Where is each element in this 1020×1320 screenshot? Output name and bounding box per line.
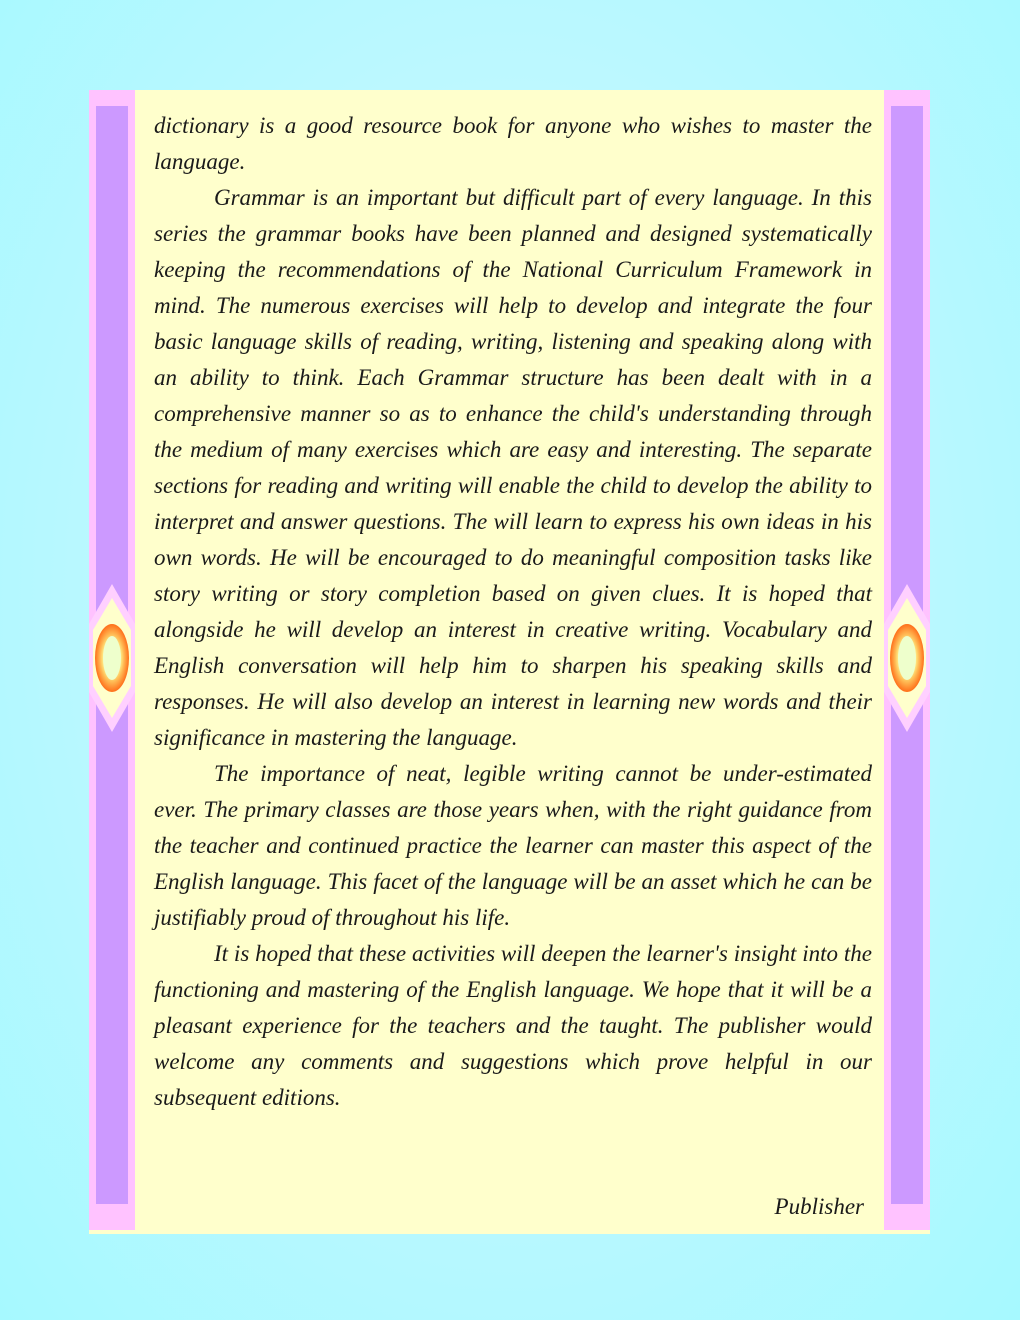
left-border <box>89 90 135 1230</box>
paragraph-writing: The importance of neat, legible writing cannot be under-estimated ever. The primary classes are those years when, with the right guidance from the teacher and continued practice the learner can master this aspect of the English language. This facet of the language will be an asset which he can be justifiably proud of throughout his life. <box>154 761 872 930</box>
signature: Publisher <box>774 1194 864 1219</box>
right-border <box>884 90 930 1230</box>
paragraph-continuation: dictionary is a good resource book for anyone who wishes to master the language. <box>154 113 872 174</box>
right-ornament-icon <box>884 584 930 732</box>
page-panel <box>89 90 930 1234</box>
body-text <box>154 108 872 1116</box>
left-ornament-icon <box>89 584 135 732</box>
paragraph-grammar: Grammar is an important but difficult part of every language. In this series the grammar books have been planned and designed systematically keeping the recommendations of the National Curriculum Framework in mind. The numerous exercises will help to develop and integrate the four basic language skills of reading, writing, listening and speaking along with an ability to think. Each Grammar structure has been dealt with in a comprehensive manner so as to enhance the child's understanding through the medium of many exercises which are easy and interesting. The separate sections for reading and writing will enable the child to develop the ability to interpret and answer questions. The will learn to express his own ideas in his own words. He will be encouraged to do meaningful composition tasks like story writing or story completion based on given clues. It is hoped that alongside he will develop an interest in creative writing. Vocabulary and English conversation will help him to sharpen his speaking skills and responses. He will also develop an interest in learning new words and their significance in mastering the language. <box>154 185 872 750</box>
paragraph-closing: It is hoped that these activities will deepen the learner's insight into the functioning and mastering of the English language. We hope that it will be a pleasant experience for the teachers and the taught. The publisher would welcome any comments and suggestions which prove helpful in our subsequent editions. <box>154 941 872 1110</box>
